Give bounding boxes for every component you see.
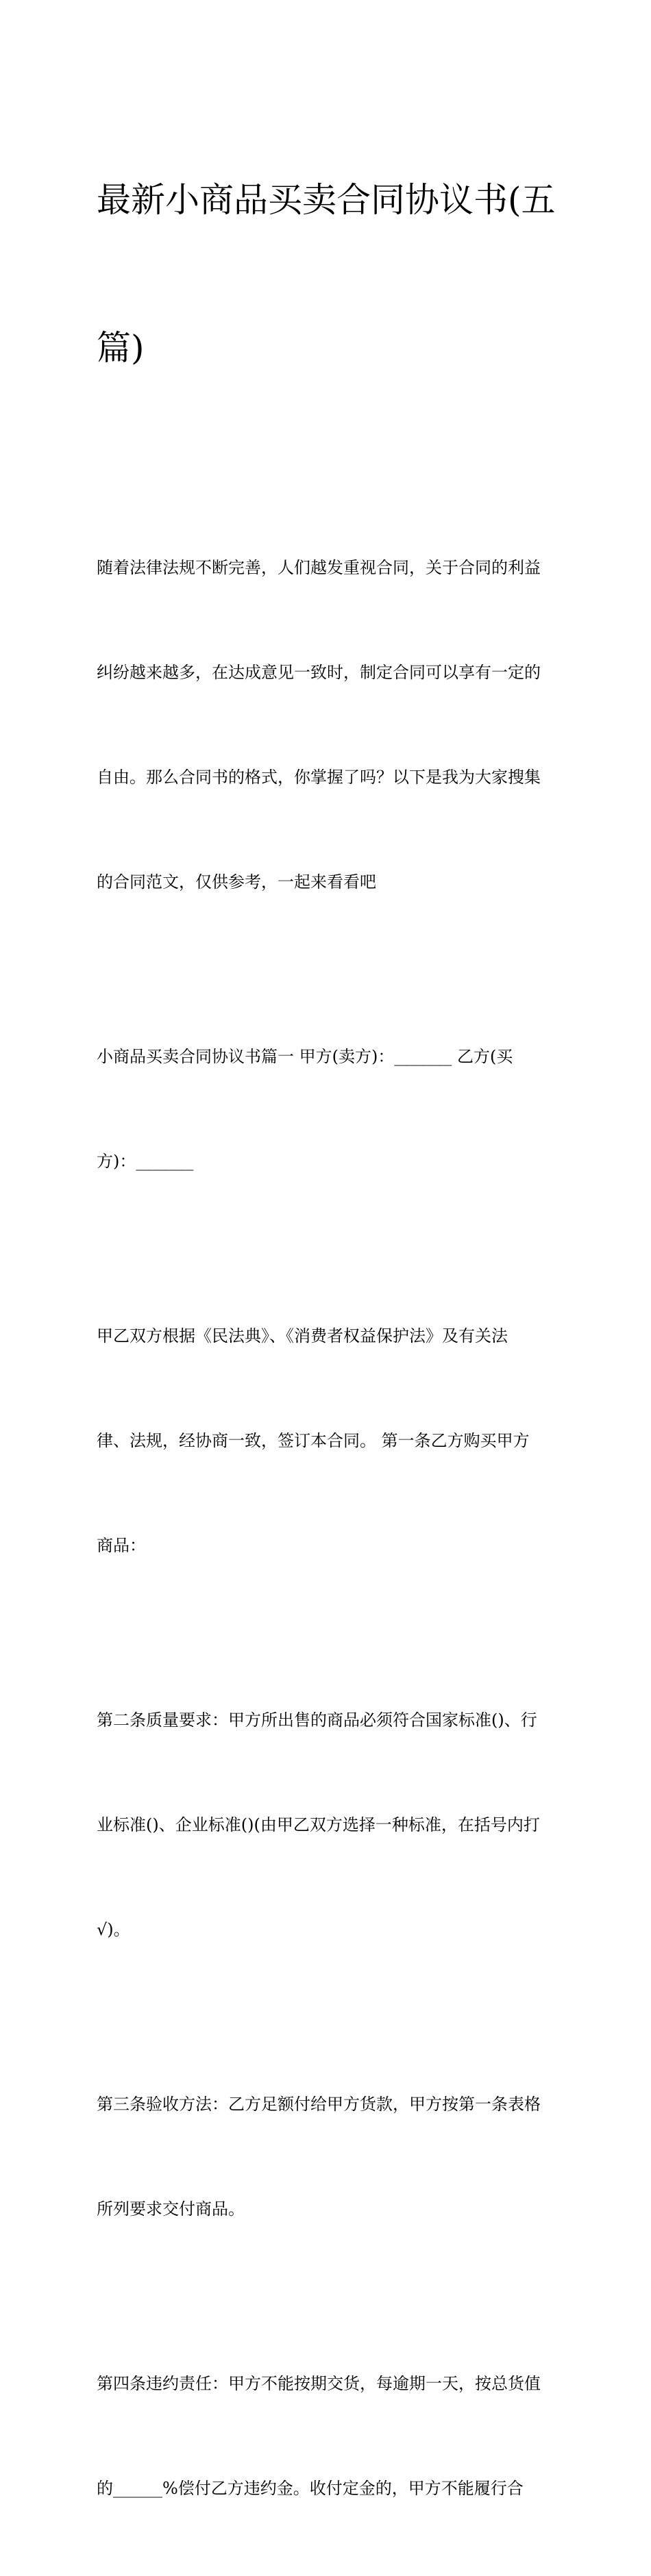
text-line: 方)：_______	[97, 1152, 194, 1171]
text-line: 小商品买卖合同协议书篇一 甲方(卖方)：_______ 乙方(买	[97, 1047, 513, 1066]
title-line: 篇)	[97, 328, 145, 368]
text-line: 商品：	[97, 1536, 146, 1555]
text-line: 的______%偿付乙方违约金。收付定金的，甲方不能履行合	[97, 2479, 524, 2498]
text-line: 第三条验收方法：乙方足额付给甲方货款，甲方按第一条表格	[97, 2095, 541, 2114]
text-line: √)。	[97, 1920, 130, 1939]
text-line: 的合同范文，仅供参考，一起来看看吧	[97, 872, 376, 892]
intro-paragraph	[97, 481, 557, 970]
text-line: 所列要求交付商品。	[97, 2199, 245, 2219]
article-2-paragraph	[97, 1633, 557, 2017]
text-line: 纠纷越来越多，在达成意见一致时，制定合同可以享有一定的	[97, 663, 541, 682]
document-body	[97, 77, 557, 2576]
title-line: 最新小商品买卖合同协议书(五	[97, 180, 556, 220]
text-line: 随着法律法规不断完善，人们越发重视合同，关于合同的利益	[97, 558, 541, 577]
text-line: 律、法规，经协商一致，签订本合同。 第一条乙方购买甲方	[97, 1431, 530, 1450]
article-4-paragraph	[97, 2297, 557, 2576]
text-line: 自由。那么合同书的格式，你掌握了吗？以下是我为大家搜集	[97, 768, 541, 787]
article-3-paragraph	[97, 2017, 557, 2297]
text-line: 甲乙双方根据《民法典》、《消费者权益保护法》及有关法	[97, 1326, 508, 1346]
article-1-paragraph	[97, 1249, 557, 1633]
document-title	[97, 77, 557, 471]
text-line: 业标准()、企业标准()(由甲乙双方选择一种标准，在括号内打	[97, 1815, 540, 1834]
text-line: 第四条违约责任：甲方不能按期交货，每逾期一天，按总货值	[97, 2374, 541, 2393]
text-line: 第二条质量要求：甲方所出售的商品必须符合国家标准()、行	[97, 1710, 537, 1730]
parties-paragraph	[97, 970, 557, 1249]
